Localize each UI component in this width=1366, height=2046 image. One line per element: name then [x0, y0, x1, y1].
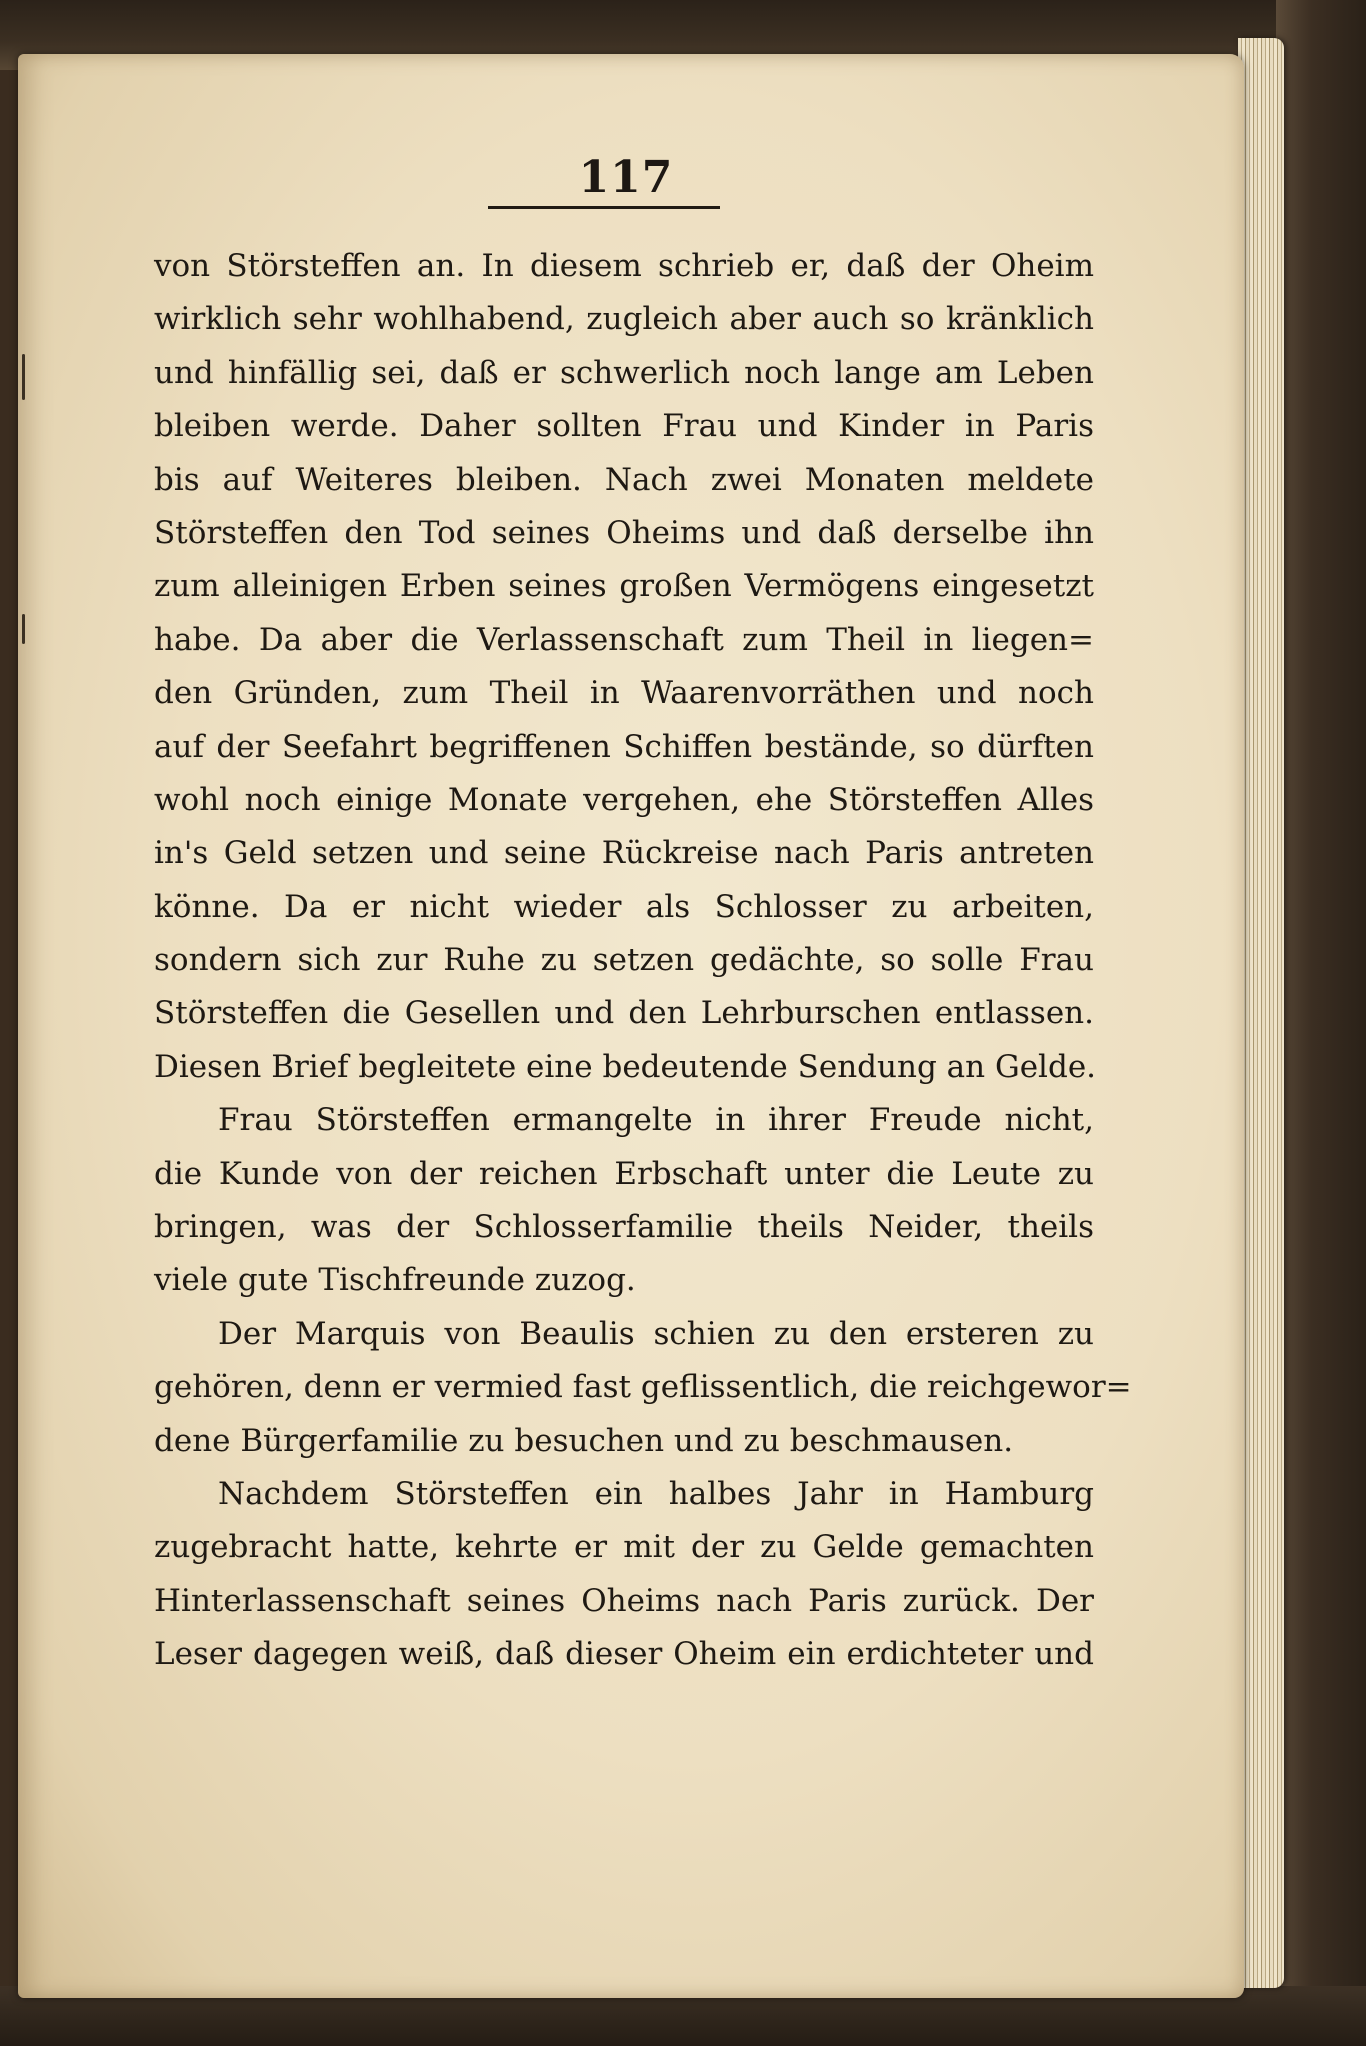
text-line: Leser dagegen weiß, daß dieser Oheim ein erdichteter und — [154, 1636, 1094, 1673]
page-edges — [1238, 38, 1284, 1988]
text-line: gehören, denn er vermied fast geflissentlich, die reichgewor= — [154, 1369, 1132, 1406]
text-line: Störsteffen die Gesellen und den Lehrburschen entlassen. — [154, 995, 1094, 1032]
gutter-mark — [22, 614, 25, 644]
text-line: Frau Störsteffen ermangelte in ihrer Freude nicht, — [218, 1102, 1094, 1139]
text-line: wohl noch einige Monate vergehen, ehe Störsteffen Alles — [154, 781, 1094, 818]
text-line: zugebracht hatte, kehrte er mit der zu Gelde gemachten — [154, 1529, 1094, 1566]
text-line: und hinfällig sei, daß er schwerlich noch lange am Leben — [154, 354, 1094, 391]
text-line: Diesen Brief begleitete eine bedeutende Sendung an Gelde. — [154, 1048, 1097, 1085]
text-line: Störsteffen den Tod seines Oheims und daß derselbe ihn — [154, 514, 1094, 551]
book-page — [18, 54, 1244, 1998]
text-line: Nachdem Störsteffen ein halbes Jahr in Hamburg — [218, 1475, 1094, 1512]
text-line: habe. Da aber die Verlassenschaft zum Theil in liegen= — [154, 621, 1094, 658]
page-number: 117 — [578, 152, 674, 203]
text-line: von Störsteffen an. In diesem schrieb er, daß der Oheim — [154, 248, 1094, 284]
text-line: den Gründen, zum Theil in Waarenvorräthen und noch — [154, 675, 1094, 712]
header-rule — [488, 206, 720, 209]
text-line: bringen, was der Schlosserfamilie theils Neider, theils — [154, 1209, 1094, 1246]
gutter-mark — [22, 354, 25, 400]
text-line: Hinterlassenschaft seines Oheims nach Paris zurück. Der — [154, 1582, 1094, 1619]
text-line: zum alleinigen Erben seines großen Vermögens eingesetzt — [154, 568, 1094, 605]
book-cover-board — [1276, 0, 1366, 2046]
text-line: die Kunde von der reichen Erbschaft unter die Leute zu — [154, 1155, 1094, 1192]
body-text — [154, 240, 1132, 1682]
text-line: sondern sich zur Ruhe zu setzen gedächte, so solle Frau — [154, 942, 1094, 979]
text-line: bis auf Weiteres bleiben. Nach zwei Monaten meldete — [154, 461, 1094, 498]
text-line: auf der Seefahrt begriffenen Schiffen bestände, so dürften — [154, 728, 1094, 765]
text-line: dene Bürgerfamilie zu besuchen und zu beschmausen. — [154, 1422, 1014, 1459]
text-line: Der Marquis von Beaulis schien zu den ersteren zu — [218, 1315, 1094, 1352]
text-line: könne. Da er nicht wieder als Schlosser zu arbeiten, — [154, 888, 1094, 925]
text-line: in's Geld setzen und seine Rückreise nach Paris antreten — [154, 835, 1094, 872]
text-line: viele gute Tischfreunde zuzog. — [154, 1262, 636, 1299]
text-line: bleiben werde. Daher sollten Frau und Kinder in Paris — [154, 408, 1094, 445]
text-line: wirklich sehr wohlhabend, zugleich aber auch so kränklich — [154, 301, 1094, 338]
